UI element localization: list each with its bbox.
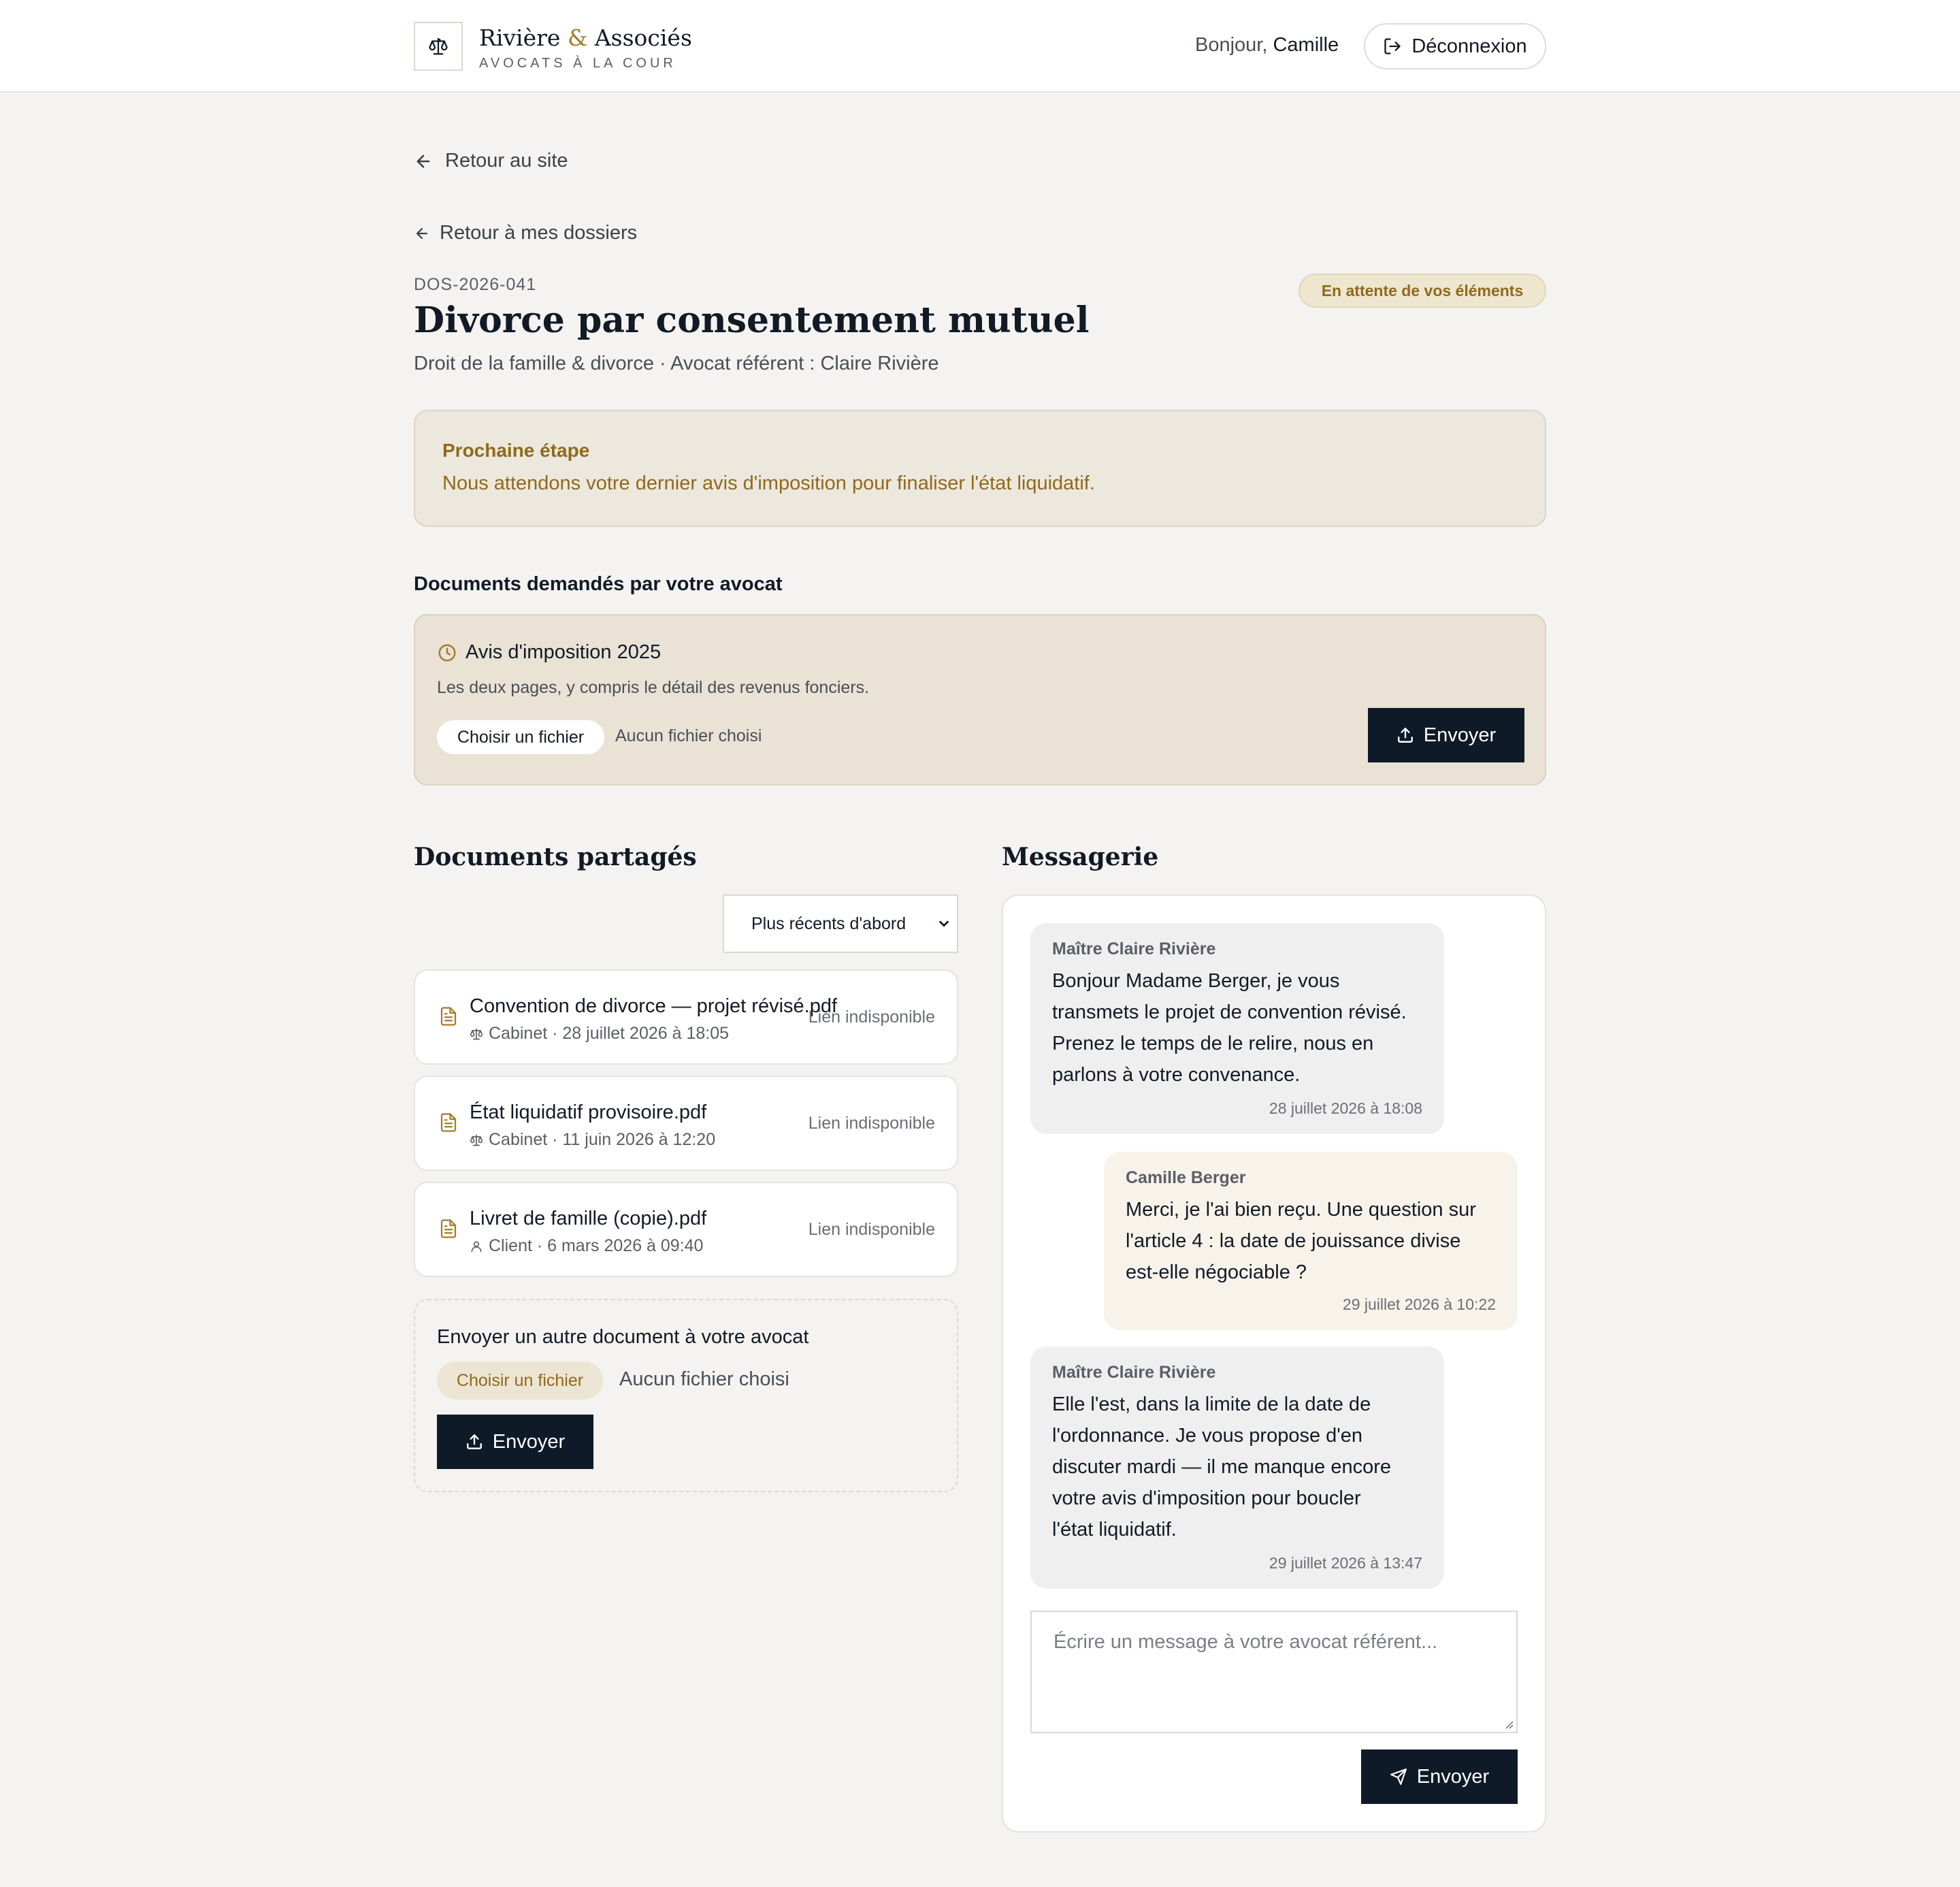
- messaging-heading: Messagerie: [1002, 843, 1159, 871]
- document-meta: Cabinet · 28 juillet 2026 à 18:05: [470, 1024, 729, 1044]
- chevron-down-icon: [936, 916, 951, 931]
- document-link-status: Lien indisponible: [808, 1007, 935, 1027]
- document-meta: Client · 6 mars 2026 à 09:40: [470, 1236, 703, 1256]
- logout-button[interactable]: Déconnexion: [1364, 23, 1546, 69]
- message-text: Merci, je l'ai bien reçu. Une question sur l'article 4 : la date de jouissance divise est-elle négociable ?: [1126, 1199, 1476, 1283]
- shared-docs-heading: Documents partagés: [414, 843, 697, 871]
- file-icon: [438, 1111, 459, 1134]
- upload-document-panel: [414, 1299, 958, 1492]
- user-name: Camille: [1273, 34, 1339, 56]
- document-link-status: Lien indisponible: [808, 1220, 935, 1239]
- message-text: Bonjour Madame Berger, je vous transmets le projet de convention révisé. Prenez le temps de le relire, nous en parlons à votre convenance.: [1052, 970, 1407, 1086]
- top-header: [0, 0, 1960, 93]
- logout-icon: [1383, 37, 1402, 56]
- brand-tagline: AVOCATS À LA COUR: [479, 56, 676, 71]
- sort-select[interactable]: Plus récents d'abord: [723, 894, 958, 953]
- back-to-site-link[interactable]: Retour au site: [414, 150, 568, 172]
- message-author: Maître Claire Rivière: [1052, 939, 1216, 958]
- arrow-left-icon: [414, 152, 433, 171]
- document-name: Livret de famille (copie).pdf: [470, 1208, 707, 1229]
- send-document-button[interactable]: Envoyer: [437, 1415, 593, 1469]
- file-icon: [438, 1005, 459, 1028]
- scales-icon: [470, 1133, 483, 1147]
- scales-icon: [428, 36, 448, 57]
- resize-grip-icon[interactable]: [1503, 1718, 1514, 1729]
- back-to-cases-link[interactable]: Retour à mes dossiers: [414, 222, 637, 244]
- requested-docs-heading: Documents demandés par votre avocat: [414, 573, 783, 595]
- send-message-button[interactable]: Envoyer: [1361, 1749, 1518, 1804]
- message-time: 29 juillet 2026 à 13:47: [1269, 1554, 1422, 1572]
- message-input[interactable]: [1030, 1611, 1518, 1733]
- page-title: Divorce par consentement mutuel: [414, 300, 1090, 341]
- document-row[interactable]: [414, 1182, 958, 1277]
- requested-doc-description: Les deux pages, y compris le détail des revenus fonciers.: [437, 678, 870, 697]
- case-subtitle: Droit de la famille & divorce · Avocat référent : Claire Rivière: [414, 353, 939, 374]
- choose-file-button[interactable]: Choisir un fichier: [437, 1361, 603, 1400]
- message-author: Maître Claire Rivière: [1052, 1363, 1216, 1382]
- file-status: Aucun fichier choisi: [619, 1368, 789, 1390]
- next-step-text: Nous attendons votre dernier avis d'imposition pour finaliser l'état liquidatif.: [442, 472, 1095, 494]
- upload-icon: [1396, 726, 1414, 744]
- brand-logo[interactable]: [414, 22, 463, 71]
- message-placeholder: Écrire un message à votre avocat référent...: [1054, 1631, 1438, 1653]
- message-bubble: [1030, 923, 1444, 1134]
- user-icon: [470, 1240, 483, 1253]
- message-text: Elle l'est, dans la limite de la date de l'ordonnance. Je vous propose d'en discuter mardi — il me manque encore votre avis d'imposition pour boucler l'état liquidatif.: [1052, 1393, 1392, 1541]
- document-row[interactable]: [414, 1076, 958, 1171]
- upload-icon: [466, 1433, 483, 1451]
- send-requested-doc-button[interactable]: Envoyer: [1368, 708, 1524, 762]
- message-author: Camille Berger: [1126, 1168, 1246, 1187]
- file-icon: [438, 1217, 459, 1240]
- next-step-panel: [414, 410, 1546, 527]
- message-time: 28 juillet 2026 à 18:08: [1269, 1099, 1422, 1117]
- message-bubble: [1030, 1346, 1444, 1589]
- upload-title: Envoyer un autre document à votre avocat: [437, 1326, 809, 1348]
- message-bubble: [1104, 1152, 1518, 1330]
- document-link-status: Lien indisponible: [808, 1114, 935, 1133]
- document-row[interactable]: [414, 969, 958, 1065]
- greeting: Bonjour, Camille: [1195, 34, 1339, 56]
- status-badge: En attente de vos éléments: [1298, 274, 1546, 308]
- requested-doc-card: [414, 614, 1546, 786]
- document-meta: Cabinet · 11 juin 2026 à 12:20: [470, 1130, 715, 1150]
- document-name: État liquidatif provisoire.pdf: [470, 1101, 707, 1123]
- case-id: DOS-2026-041: [414, 275, 537, 294]
- send-icon: [1390, 1768, 1407, 1786]
- message-time: 29 juillet 2026 à 10:22: [1342, 1295, 1496, 1313]
- requested-doc-title: Avis d'imposition 2025: [437, 641, 661, 664]
- clock-icon: [437, 643, 457, 663]
- next-step-heading: Prochaine étape: [442, 440, 590, 461]
- file-status: Aucun fichier choisi: [615, 726, 762, 745]
- brand-name: Rivière & Associés: [479, 25, 692, 51]
- messaging-panel: [1002, 894, 1546, 1833]
- choose-file-button[interactable]: Choisir un fichier: [437, 720, 604, 754]
- arrow-left-icon: [414, 225, 430, 242]
- document-name: Convention de divorce — projet révisé.pdf: [470, 995, 838, 1017]
- scales-icon: [470, 1027, 483, 1041]
